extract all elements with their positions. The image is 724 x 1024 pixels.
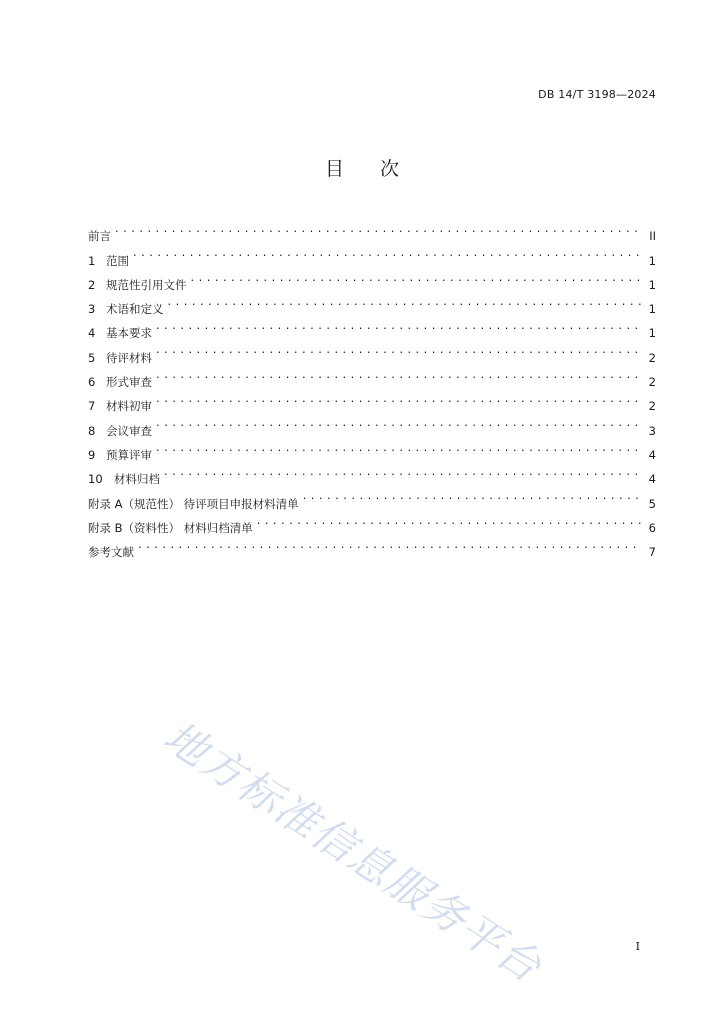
toc-number: 10 — [88, 472, 103, 487]
toc-dot-leader — [115, 216, 642, 240]
toc-page-number: 2 — [648, 375, 656, 390]
toc-label: 范围 — [106, 253, 129, 268]
toc-page-number: 2 — [648, 350, 656, 365]
toc-number: 6 — [88, 375, 96, 390]
toc-number: 5 — [88, 350, 96, 365]
toc-label: 材料初审 — [106, 399, 152, 414]
toc-entry-4[interactable] — [88, 313, 656, 341]
toc-dot-leader — [168, 289, 643, 313]
toc-label: 参考文献 — [88, 545, 134, 560]
toc-page-number: 1 — [648, 253, 656, 268]
table-of-contents — [88, 216, 656, 560]
toc-dot-leader — [303, 483, 642, 507]
toc-dot-leader — [257, 508, 642, 532]
toc-label: 规范性引用文件 — [106, 277, 187, 292]
toc-dot-leader — [133, 240, 642, 264]
toc-number: 4 — [88, 326, 96, 341]
toc-page-number: 3 — [648, 423, 656, 438]
toc-dot-leader — [138, 532, 642, 556]
watermark: 地方标准信息服务平台 — [155, 711, 552, 993]
toc-entry-6[interactable] — [88, 362, 656, 390]
toc-dot-leader — [156, 337, 642, 361]
toc-label: 术语和定义 — [106, 302, 164, 317]
toc-label: 会议审查 — [106, 423, 152, 438]
toc-entry-references[interactable] — [88, 532, 656, 560]
toc-label: 材料归档 — [114, 472, 160, 487]
toc-page-number: 1 — [648, 302, 656, 317]
toc-label: 预算评审 — [106, 447, 152, 462]
toc-label: 待评材料 — [106, 350, 152, 365]
toc-entry-8[interactable] — [88, 410, 656, 438]
document-code: DB 14/T 3198—2024 — [538, 88, 656, 101]
toc-label: 附录 A（规范性） 待评项目申报材料清单 — [88, 496, 299, 511]
toc-page-number: 6 — [648, 520, 656, 535]
title-char-2: 次 — [380, 158, 400, 180]
toc-number: 1 — [88, 253, 96, 268]
toc-entry-3[interactable] — [88, 289, 656, 317]
page-number: I — [635, 940, 640, 953]
toc-entry-1[interactable] — [88, 240, 656, 268]
toc-entry-appendix-a[interactable] — [88, 483, 656, 511]
toc-number: 8 — [88, 423, 96, 438]
toc-entry-2[interactable] — [88, 265, 656, 292]
toc-label: 附录 B（资料性） 材料归档清单 — [88, 520, 253, 535]
toc-entry-10[interactable] — [88, 459, 656, 487]
toc-label: 形式审查 — [106, 375, 152, 390]
toc-page-number: 5 — [648, 496, 656, 511]
toc-dot-leader — [164, 459, 642, 483]
toc-dot-leader — [191, 265, 643, 289]
toc-number: 7 — [88, 399, 96, 414]
toc-label: 基本要求 — [106, 326, 152, 341]
toc-page-number: II — [649, 229, 656, 244]
toc-label: 前言 — [88, 229, 111, 244]
toc-entry-7[interactable] — [88, 386, 656, 414]
toc-dot-leader — [156, 410, 642, 434]
page-title — [0, 154, 724, 181]
toc-dot-leader — [156, 435, 642, 459]
toc-entry-5[interactable] — [88, 337, 656, 365]
toc-page-number: 4 — [648, 447, 656, 462]
toc-page-number: 1 — [648, 326, 656, 341]
toc-entry-foreword[interactable] — [88, 216, 656, 244]
toc-dot-leader — [156, 386, 642, 410]
toc-page-number: 7 — [648, 545, 656, 560]
title-char-1: 目 — [324, 158, 344, 180]
toc-page-number: 1 — [648, 277, 656, 292]
toc-dot-leader — [156, 362, 642, 386]
toc-page-number: 4 — [648, 472, 656, 487]
toc-dot-leader — [156, 313, 642, 337]
toc-number: 2 — [88, 277, 96, 292]
toc-entry-9[interactable] — [88, 435, 656, 462]
toc-number: 3 — [88, 302, 96, 317]
toc-page-number: 2 — [648, 399, 656, 414]
toc-number: 9 — [88, 447, 96, 462]
